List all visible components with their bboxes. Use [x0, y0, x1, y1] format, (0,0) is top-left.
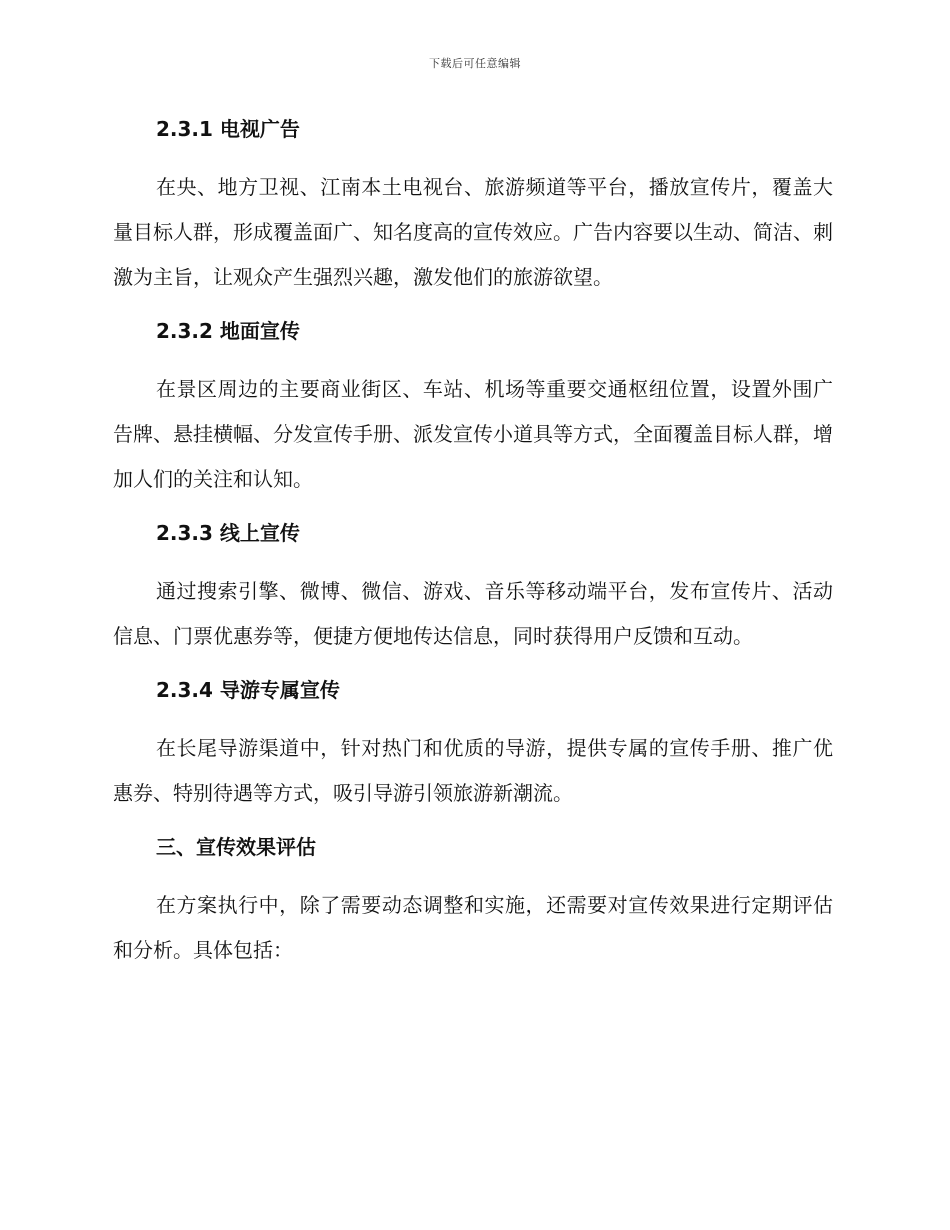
- document-body: [113, 110, 833, 973]
- section-heading-online-promotion: 2.3.3 线上宣传: [156, 521, 300, 545]
- section-heading-effect-evaluation: 三、宣传效果评估: [156, 835, 316, 859]
- section-paragraph-ground-promotion: 在景区周边的主要商业街区、车站、机场等重要交通枢纽位置，设置外围广告牌、悬挂横幅、分发宣传手册、派发宣传小道具等方式，全面覆盖目标人群，增加人们的关注和认知。: [113, 377, 833, 491]
- section-paragraph-guide-promotion: 在长尾导游渠道中，针对热门和优质的导游，提供专属的宣传手册、推广优惠券、特别待遇等方式，吸引导游引领旅游新潮流。: [113, 736, 833, 805]
- header-note: 下载后可任意编辑: [429, 57, 521, 70]
- section-paragraph-tv-ads: 在央、地方卫视、江南本土电视台、旅游频道等平台，播放宣传片，覆盖大量目标人群，形成覆盖面广、知名度高的宣传效应。广告内容要以生动、简洁、刺激为主旨，让观众产生强烈兴趣，激发他们的旅游欲望。: [113, 175, 833, 289]
- section-heading-tv-ads: 2.3.1 电视广告: [156, 117, 300, 141]
- section-paragraph-effect-evaluation: 在方案执行中，除了需要动态调整和实施，还需要对宣传效果进行定期评估和分析。具体包括：: [113, 893, 833, 962]
- section-paragraph-online-promotion: 通过搜索引擎、微博、微信、游戏、音乐等移动端平台，发布宣传片、活动信息、门票优惠券等，便捷方便地传达信息，同时获得用户反馈和互动。: [113, 579, 833, 648]
- section-heading-ground-promotion: 2.3.2 地面宣传: [156, 319, 300, 343]
- section-heading-guide-promotion: 2.3.4 导游专属宣传: [156, 678, 340, 702]
